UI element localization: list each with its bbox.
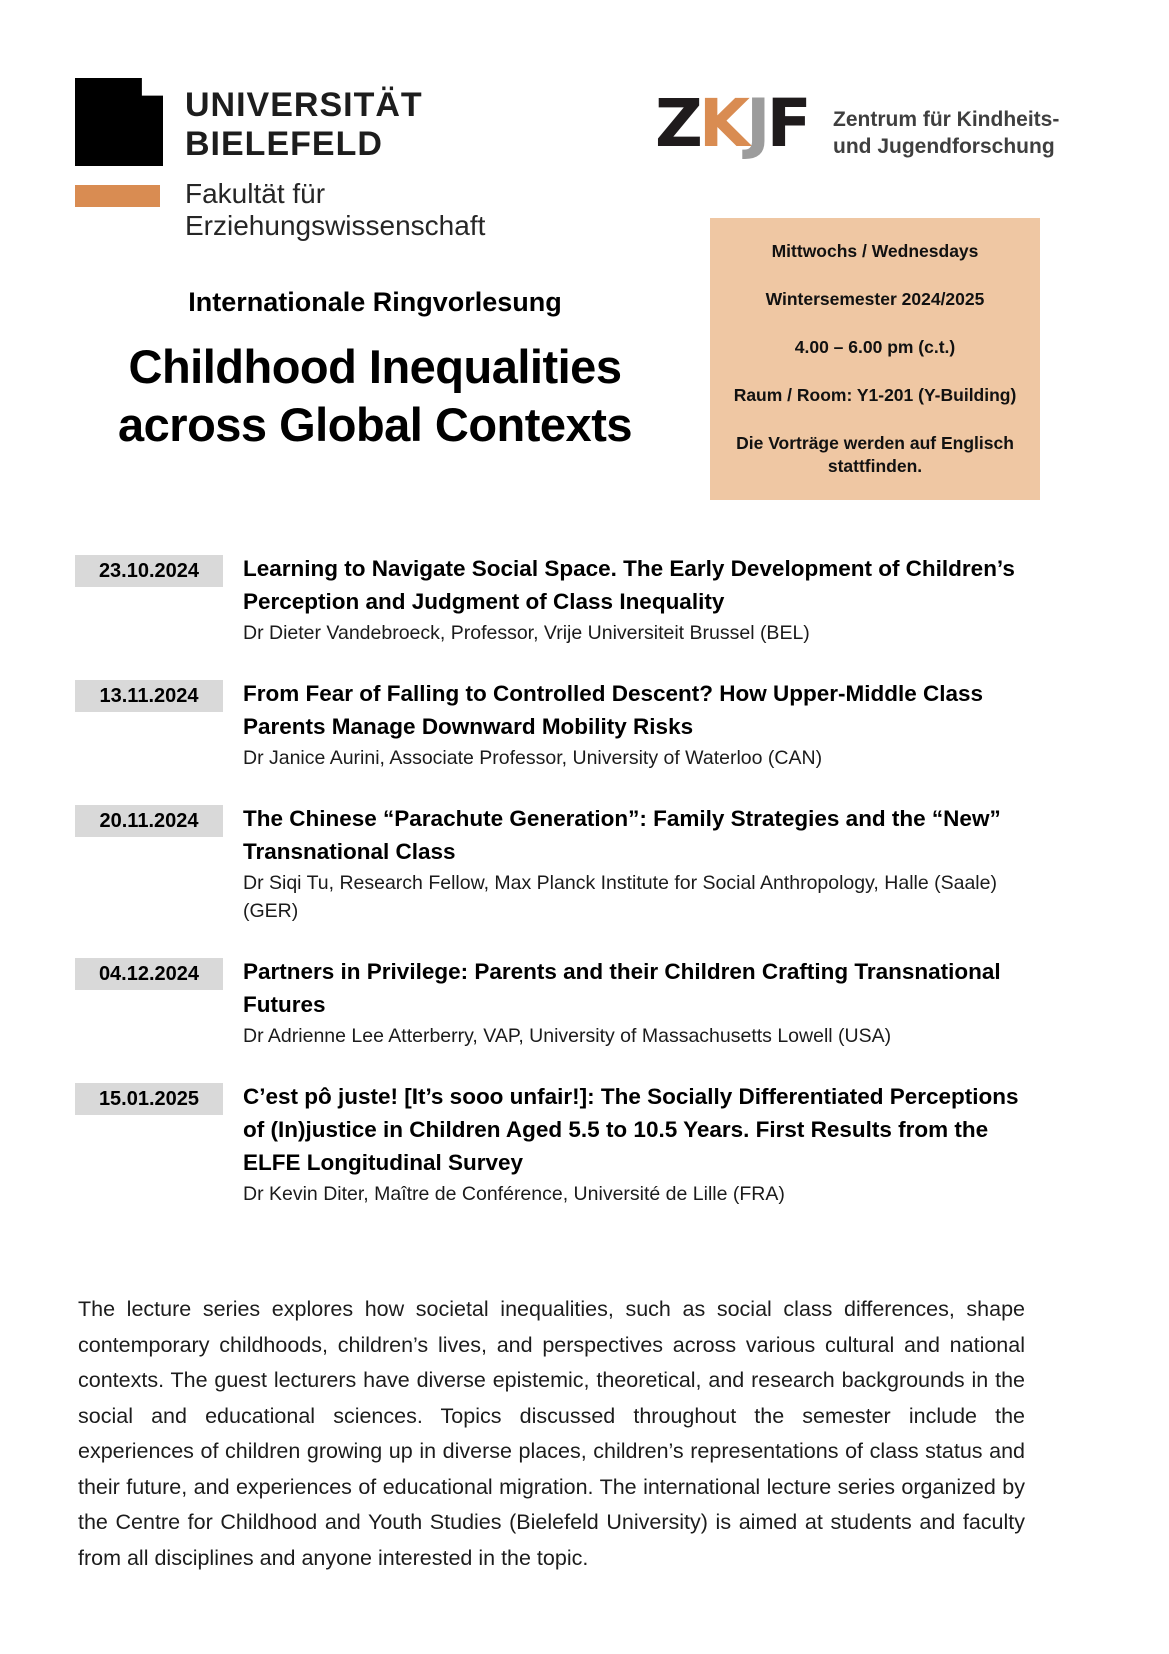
zkjf-label-line1: Zentrum für Kindheits-: [833, 108, 1060, 131]
lecture-entry: [75, 802, 1043, 925]
university-bielefeld-logo-icon: [75, 78, 163, 166]
faculty-accent-bar: [75, 185, 160, 207]
lecture-date-badge: 04.12.2024: [75, 958, 223, 990]
lecture-entry: [75, 677, 1043, 772]
zkjf-logo-block: [655, 85, 1060, 162]
series-description: The lecture series explores how societal inequalities, such as social class differences, shape contemporary childhoods, children’s lives, and perspectives across various cultural and national contexts. The guest lecturers have diverse epistemic, theoretical, and research backgrounds in the social and educational sciences. Topics discussed throughout the semester include the experiences of children growing up in diverse places, children’s representations of class status and their future, and experiences of educational migration. The international lecture series organized by the Centre for Childhood and Youth Studies (Bielefeld University) is aimed at students and faculty from all disciplines and anyone interested in the topic.: [78, 1297, 1025, 1570]
lecture-title: Learning to Navigate Social Space. The Early Development of Children’s Perception and Judgment of Class Inequality: [243, 556, 1015, 614]
lecture-body: [243, 802, 1043, 925]
zkjf-label: [833, 106, 1059, 160]
university-name-line2: BIELEFELD: [185, 125, 383, 163]
faculty-name-line2: Erziehungswissenschaft: [185, 210, 486, 241]
schedule-info-box: [710, 218, 1040, 500]
lecture-entry: [75, 552, 1043, 647]
lecture-date-badge: 23.10.2024: [75, 555, 223, 587]
lecture-date-badge: 13.11.2024: [75, 680, 223, 712]
lecture-entry: [75, 1080, 1043, 1208]
info-semester: Wintersemester 2024/2025: [765, 289, 985, 309]
lecture-speaker: Dr Kevin Diter, Maître de Conférence, Université de Lille (FRA): [243, 1183, 785, 1205]
lecture-speaker: Dr Janice Aurini, Associate Professor, University of Waterloo (CAN): [243, 747, 823, 769]
zkjf-logo-icon: [655, 85, 808, 162]
info-room: Raum / Room: Y1-201 (Y-Building): [733, 385, 1017, 405]
lecture-body: [243, 677, 1043, 772]
university-name-line1: UNIVERSITÄT: [185, 86, 423, 124]
university-name: [185, 86, 423, 164]
lecture-title: C’est pô juste! [It’s sooo unfair!]: The Socially Differentiated Perceptions of (In)justice in Children Aged 5.5 to 10.5 Years. First Results from the ELFE Longitudinal Survey: [243, 1084, 1019, 1175]
info-language-note: Die Vorträge werden auf Englisch stattfinden.: [736, 433, 1014, 476]
lecture-title: The Chinese “Parachute Generation”: Family Strategies and the “New” Transnational Class: [243, 806, 1001, 864]
zkjf-letter-j: J: [746, 85, 767, 162]
zkjf-letter-f: F: [766, 85, 808, 162]
lecture-speaker: Dr Dieter Vandebroeck, Professor, Vrije Universiteit Brussel (BEL): [243, 622, 810, 644]
series-title-line2: across Global Contexts: [118, 398, 632, 451]
lecture-title: From Fear of Falling to Controlled Descent? How Upper-Middle Class Parents Manage Downward Mobility Risks: [243, 681, 984, 739]
info-weekday: Mittwochs / Wednesdays: [771, 241, 979, 261]
lecture-entry: [75, 955, 1043, 1050]
lecture-list: [75, 552, 1043, 1238]
series-title-line1: Childhood Inequalities: [128, 340, 622, 393]
lecture-title: Partners in Privilege: Parents and their Children Crafting Transnational Futures: [243, 959, 1001, 1017]
lecture-body: [243, 1080, 1043, 1208]
faculty-name: [185, 178, 485, 242]
lecture-date-badge: 15.01.2025: [75, 1083, 223, 1115]
series-kicker: Internationale Ringvorlesung: [188, 287, 562, 317]
zkjf-letter-z: Z: [655, 85, 699, 162]
faculty-name-line1: Fakultät für: [185, 178, 326, 209]
series-title: [55, 338, 695, 454]
zkjf-label-line2: und Jugendforschung: [833, 135, 1055, 158]
zkjf-letter-k: K: [698, 85, 747, 162]
lecture-speaker: Dr Adrienne Lee Atterberry, VAP, University of Massachusetts Lowell (USA): [243, 1025, 892, 1047]
lecture-date-badge: 20.11.2024: [75, 805, 223, 837]
info-time: 4.00 – 6.00 pm (c.t.): [794, 337, 956, 357]
lecture-speaker: Dr Siqi Tu, Research Fellow, Max Planck Institute for Social Anthropology, Halle (Saale) (GER): [243, 872, 997, 922]
lecture-body: [243, 955, 1043, 1050]
lecture-body: [243, 552, 1043, 647]
